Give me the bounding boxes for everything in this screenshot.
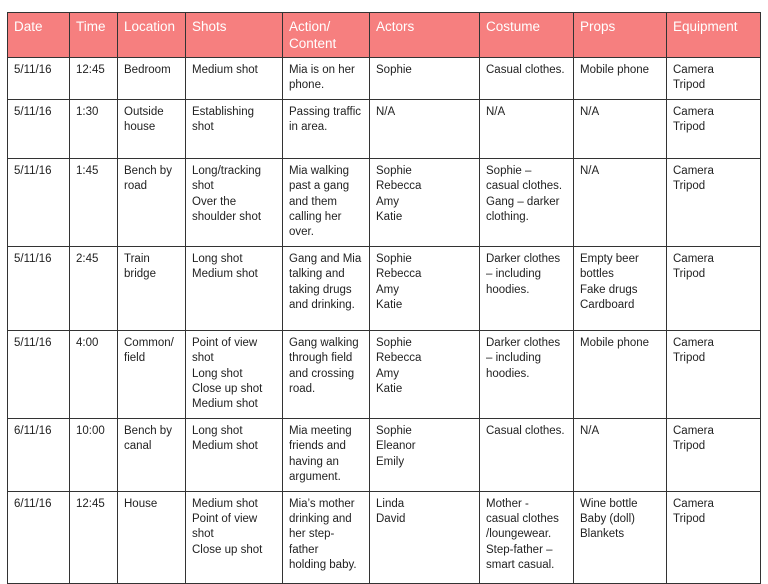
cell-actors: Linda David [370,491,480,583]
column-header-equipment: Equipment [667,13,761,58]
cell-shots: Medium shot Point of view shot Close up shot [186,491,283,583]
cell-action-content: Mia’s mother drinking and her step- father holding baby. [283,491,370,583]
cell-props: N/A [574,158,667,246]
cell-costume: Darker clothes – including hoodies. [480,246,574,330]
cell-equipment: Camera Tripod [667,58,761,100]
cell-equipment: Camera Tripod [667,330,761,418]
cell-costume: Sophie – casual clothes. Gang – darker clothing. [480,158,574,246]
cell-equipment: Camera Tripod [667,99,761,158]
table-row [8,158,761,246]
schedule-table-container [7,12,761,584]
cell-location: Bedroom [118,58,186,100]
cell-location: Bench by road [118,158,186,246]
cell-action-content: Gang and Mia talking and taking drugs and drinking. [283,246,370,330]
column-header-actors: Actors [370,13,480,58]
cell-actors: Sophie Rebecca Amy Katie [370,330,480,418]
cell-time: 12:45 [70,58,118,100]
cell-shots: Point of view shot Long shot Close up shot Medium shot [186,330,283,418]
cell-action-content: Mia meeting friends and having an argument. [283,418,370,491]
cell-props: Mobile phone [574,330,667,418]
cell-time: 1:45 [70,158,118,246]
cell-props: Mobile phone [574,58,667,100]
column-header-shots: Shots [186,13,283,58]
cell-equipment: Camera Tripod [667,418,761,491]
cell-actors: Sophie Rebecca Amy Katie [370,158,480,246]
cell-shots: Long/tracking shot Over the shoulder shot [186,158,283,246]
cell-location: Common/ field [118,330,186,418]
cell-costume: Casual clothes. [480,418,574,491]
cell-action-content: Mia walking past a gang and them calling her over. [283,158,370,246]
column-header-costume: Costume [480,13,574,58]
cell-equipment: Camera Tripod [667,158,761,246]
cell-equipment: Camera Tripod [667,491,761,583]
cell-props: Empty beer bottles Fake drugs Cardboard [574,246,667,330]
cell-date: 6/11/16 [8,418,70,491]
cell-shots: Long shot Medium shot [186,246,283,330]
cell-shots: Long shot Medium shot [186,418,283,491]
cell-shots: Medium shot [186,58,283,100]
cell-date: 5/11/16 [8,246,70,330]
table-row [8,418,761,491]
cell-props: Wine bottle Baby (doll) Blankets [574,491,667,583]
cell-props: N/A [574,418,667,491]
column-header-props: Props [574,13,667,58]
cell-time: 1:30 [70,99,118,158]
cell-location: House [118,491,186,583]
cell-shots: Establishing shot [186,99,283,158]
cell-time: 4:00 [70,330,118,418]
cell-time: 2:45 [70,246,118,330]
column-header-location: Location [118,13,186,58]
cell-date: 5/11/16 [8,330,70,418]
cell-costume: Darker clothes – including hoodies. [480,330,574,418]
column-header-date: Date [8,13,70,58]
cell-equipment: Camera Tripod [667,246,761,330]
cell-costume: Casual clothes. [480,58,574,100]
cell-location: Train bridge [118,246,186,330]
column-header-action-content: Action/ Content [283,13,370,58]
table-row [8,330,761,418]
shooting-schedule-table [7,12,761,584]
table-row [8,99,761,158]
table-row [8,58,761,100]
cell-actors: Sophie Eleanor Emily [370,418,480,491]
cell-time: 12:45 [70,491,118,583]
cell-actors: Sophie Rebecca Amy Katie [370,246,480,330]
cell-actors: Sophie [370,58,480,100]
cell-actors: N/A [370,99,480,158]
cell-action-content: Mia is on her phone. [283,58,370,100]
table-row [8,246,761,330]
cell-props: N/A [574,99,667,158]
table-row [8,491,761,583]
cell-date: 5/11/16 [8,158,70,246]
cell-location: Outside house [118,99,186,158]
cell-location: Bench by canal [118,418,186,491]
header-row [8,13,761,58]
cell-date: 5/11/16 [8,99,70,158]
cell-date: 6/11/16 [8,491,70,583]
cell-time: 10:00 [70,418,118,491]
cell-costume: Mother - casual clothes /loungewear. Step-father – smart casual. [480,491,574,583]
cell-costume: N/A [480,99,574,158]
column-header-time: Time [70,13,118,58]
table-body [8,58,761,584]
cell-date: 5/11/16 [8,58,70,100]
cell-action-content: Passing traffic in area. [283,99,370,158]
cell-action-content: Gang walking through field and crossing road. [283,330,370,418]
